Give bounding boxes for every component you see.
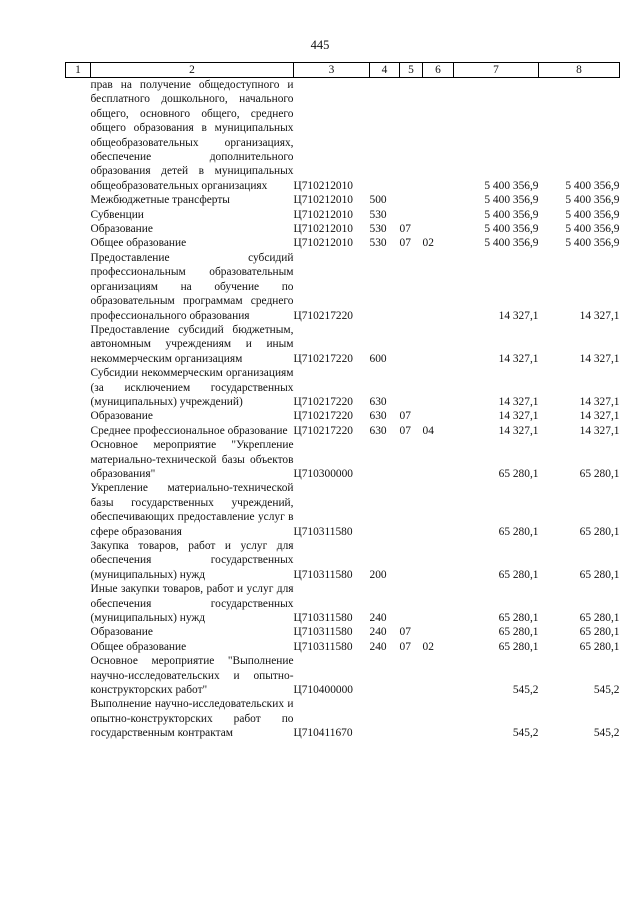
row-name-cell: Укрепление материально-технической базы государственных учреждений, обеспечивающих предоставление услуг в сфере образования <box>90 482 294 538</box>
subsection-cell <box>423 323 454 366</box>
column-header: 1 <box>66 63 91 78</box>
amount-cell-7: 14 327,1 <box>498 410 539 423</box>
row-number-cell <box>66 409 91 423</box>
expense-type-cell: 240 <box>369 612 387 625</box>
row-name-cell: Среднее профессиональное образование <box>90 424 288 437</box>
table-row <box>66 193 620 207</box>
amount-cell-7: 65 280,1 <box>498 467 539 480</box>
table-row <box>66 481 620 539</box>
row-name-cell: Выполнение научно-исследовательских и опытно-конструкторских работ по государственным контрактам <box>90 698 294 740</box>
row-number-cell <box>66 539 91 582</box>
amount-cell-7: 545,2 <box>512 684 539 697</box>
row-name-cell: Субсидии некоммерческим организациям (за исключением государственных (муниципальных) учреждений) <box>90 367 294 408</box>
section-cell: 07 <box>399 640 411 653</box>
target-code-cell: Ц710212010 <box>293 194 353 207</box>
section-cell <box>400 366 423 409</box>
subsection-cell <box>423 481 454 539</box>
row-number-cell <box>66 366 91 409</box>
table-row <box>66 582 620 625</box>
section-cell: 07 <box>399 223 411 236</box>
amount-cell-7: 14 327,1 <box>498 352 539 365</box>
expense-type-cell: 530 <box>369 208 387 221</box>
section-cell <box>400 539 423 582</box>
expense-type-cell <box>370 481 400 539</box>
section-cell <box>400 654 423 697</box>
amount-cell-8: 545,2 <box>593 684 620 697</box>
expense-type-cell: 200 <box>369 568 387 581</box>
expense-type-cell: 530 <box>369 223 387 236</box>
target-code-cell: Ц710411670 <box>293 727 353 740</box>
amount-cell-8: 5 400 356,9 <box>565 179 620 192</box>
table-row <box>66 640 620 654</box>
subsection-cell <box>423 193 454 207</box>
row-number-cell <box>66 625 91 639</box>
table-row <box>66 539 620 582</box>
row-name-cell: Предоставление субсидий профессиональным образовательным организациям на обучение по образовательным программам среднего профессионального образования <box>90 251 294 322</box>
row-number-cell <box>66 323 91 366</box>
subsection-cell: 02 <box>422 237 434 250</box>
target-code-cell: Ц710311580 <box>293 640 353 653</box>
target-code-cell: Ц710217220 <box>293 410 353 423</box>
amount-cell-8: 65 280,1 <box>579 568 620 581</box>
amount-cell-8: 5 400 356,9 <box>565 237 620 250</box>
amount-cell-7: 65 280,1 <box>498 525 539 538</box>
row-name-cell: прав на получение общедоступного и бесплатного дошкольного, начального общего, основного общего, среднего общего образования в муниципальных общеобразовательных организациях, обеспечение дополнительного образования детей в муниципальных общеобразовательных организациях <box>90 79 294 192</box>
amount-cell-8: 65 280,1 <box>579 626 620 639</box>
row-number-cell <box>66 78 91 194</box>
amount-cell-8: 14 327,1 <box>579 352 620 365</box>
amount-cell-8: 14 327,1 <box>579 395 620 408</box>
amount-cell-8: 5 400 356,9 <box>565 194 620 207</box>
column-header: 7 <box>454 63 539 78</box>
section-cell: 07 <box>399 237 411 250</box>
amount-cell-7: 545,2 <box>512 727 539 740</box>
row-name-cell: Иные закупки товаров, работ и услуг для обеспечения государственных (муниципальных) нужд <box>90 583 294 625</box>
row-number-cell <box>66 481 91 539</box>
row-number-cell <box>66 438 91 481</box>
row-name-cell: Основное мероприятие "Укрепление материально-технической базы объектов образования" <box>90 439 294 480</box>
column-header: 3 <box>294 63 370 78</box>
subsection-cell <box>423 697 454 740</box>
expense-type-cell <box>370 697 400 740</box>
target-code-cell: Ц710212010 <box>293 223 353 236</box>
row-number-cell <box>66 582 91 625</box>
section-cell: 07 <box>399 626 411 639</box>
table-row <box>66 366 620 409</box>
amount-cell-7: 5 400 356,9 <box>484 208 539 221</box>
row-name-cell: Межбюджетные трансферты <box>90 194 230 207</box>
expense-type-cell: 630 <box>369 395 387 408</box>
amount-cell-8: 65 280,1 <box>579 525 620 538</box>
amount-cell-7: 65 280,1 <box>498 612 539 625</box>
expense-type-cell: 500 <box>369 194 387 207</box>
section-cell <box>400 251 423 323</box>
table-row <box>66 78 620 194</box>
page-number: 445 <box>310 38 330 52</box>
subsection-cell: 04 <box>422 424 434 437</box>
section-cell <box>400 78 423 194</box>
amount-cell-8: 5 400 356,9 <box>565 223 620 236</box>
target-code-cell: Ц710311580 <box>293 626 353 639</box>
subsection-cell <box>423 539 454 582</box>
row-name-cell: Образование <box>90 626 153 639</box>
section-cell: 07 <box>399 424 411 437</box>
target-code-cell: Ц710212010 <box>293 237 353 250</box>
amount-cell-7: 65 280,1 <box>498 640 539 653</box>
amount-cell-7: 14 327,1 <box>498 395 539 408</box>
amount-cell-8: 65 280,1 <box>579 467 620 480</box>
section-cell <box>400 481 423 539</box>
table-row <box>66 236 620 250</box>
section-cell: 07 <box>399 410 411 423</box>
subsection-cell <box>423 625 454 639</box>
target-code-cell: Ц710212010 <box>293 179 353 192</box>
expense-type-cell <box>370 654 400 697</box>
section-cell <box>400 697 423 740</box>
amount-cell-8: 65 280,1 <box>579 640 620 653</box>
row-number-cell <box>66 251 91 323</box>
section-cell <box>400 582 423 625</box>
subsection-cell <box>423 582 454 625</box>
table-row <box>66 424 620 438</box>
row-number-cell <box>66 424 91 438</box>
subsection-cell <box>423 654 454 697</box>
expense-type-cell <box>370 78 400 194</box>
target-code-cell: Ц710217220 <box>293 395 353 408</box>
row-number-cell <box>66 654 91 697</box>
subsection-cell <box>423 208 454 222</box>
subsection-cell <box>423 438 454 481</box>
table-header-row <box>66 63 620 78</box>
subsection-cell <box>423 409 454 423</box>
row-number-cell <box>66 236 91 250</box>
subsection-cell <box>423 366 454 409</box>
amount-cell-7: 65 280,1 <box>498 626 539 639</box>
table-row <box>66 251 620 323</box>
row-name-cell: Субвенции <box>90 208 144 221</box>
section-cell <box>400 438 423 481</box>
expense-type-cell: 630 <box>369 410 387 423</box>
row-number-cell <box>66 208 91 222</box>
table-row <box>66 625 620 639</box>
target-code-cell: Ц710400000 <box>293 684 353 697</box>
expense-type-cell: 240 <box>369 640 387 653</box>
subsection-cell <box>423 251 454 323</box>
amount-cell-7: 5 400 356,9 <box>484 194 539 207</box>
target-code-cell: Ц710217220 <box>293 352 353 365</box>
target-code-cell: Ц710212010 <box>293 208 353 221</box>
row-name-cell: Закупка товаров, работ и услуг для обеспечения государственных (муниципальных) нужд <box>90 540 294 581</box>
amount-cell-7: 5 400 356,9 <box>484 179 539 192</box>
section-cell <box>400 208 423 222</box>
amount-cell-8: 65 280,1 <box>579 612 620 625</box>
expense-type-cell: 630 <box>369 424 387 437</box>
section-cell <box>400 323 423 366</box>
section-cell <box>400 193 423 207</box>
row-name-cell: Общее образование <box>90 237 187 250</box>
row-number-cell <box>66 697 91 740</box>
row-name-cell: Предоставление субсидий бюджетным, автономным учреждениям и иным некоммерческим организациям <box>90 323 294 365</box>
column-header: 5 <box>400 63 423 78</box>
row-name-cell: Общее образование <box>90 640 187 653</box>
amount-cell-7: 65 280,1 <box>498 568 539 581</box>
amount-cell-7: 5 400 356,9 <box>484 223 539 236</box>
budget-table <box>65 62 620 741</box>
column-header: 2 <box>91 63 294 78</box>
expense-type-cell: 530 <box>369 237 387 250</box>
column-header: 4 <box>370 63 400 78</box>
table-body <box>66 78 620 741</box>
subsection-cell: 02 <box>422 640 434 653</box>
amount-cell-8: 14 327,1 <box>579 424 620 437</box>
target-code-cell: Ц710311580 <box>293 568 353 581</box>
expense-type-cell: 600 <box>369 352 387 365</box>
table-row <box>66 208 620 222</box>
target-code-cell: Ц710300000 <box>293 467 353 480</box>
row-name-cell: Образование <box>90 410 153 423</box>
amount-cell-8: 14 327,1 <box>579 410 620 423</box>
target-code-cell: Ц710311580 <box>293 612 353 625</box>
amount-cell-7: 14 327,1 <box>498 309 539 322</box>
subsection-cell <box>423 222 454 236</box>
target-code-cell: Ц710311580 <box>293 525 353 538</box>
amount-cell-8: 14 327,1 <box>579 309 620 322</box>
row-number-cell <box>66 222 91 236</box>
column-header: 6 <box>423 63 454 78</box>
table-row <box>66 654 620 697</box>
expense-type-cell <box>370 438 400 481</box>
expense-type-cell <box>370 251 400 323</box>
table-row <box>66 438 620 481</box>
target-code-cell: Ц710217220 <box>293 309 353 322</box>
amount-cell-8: 545,2 <box>593 727 620 740</box>
table-row <box>66 323 620 366</box>
amount-cell-8: 5 400 356,9 <box>565 208 620 221</box>
table-row <box>66 222 620 236</box>
amount-cell-7: 14 327,1 <box>498 424 539 437</box>
row-name-cell: Основное мероприятие "Выполнение научно-исследовательских и опытно-конструкторских работ" <box>90 655 294 697</box>
table-row <box>66 409 620 423</box>
column-header: 8 <box>539 63 620 78</box>
subsection-cell <box>423 78 454 194</box>
row-number-cell <box>66 193 91 207</box>
target-code-cell: Ц710217220 <box>293 424 353 437</box>
expense-type-cell: 240 <box>369 626 387 639</box>
row-name-cell: Образование <box>90 223 153 236</box>
table-row <box>66 697 620 740</box>
amount-cell-7: 5 400 356,9 <box>484 237 539 250</box>
row-number-cell <box>66 640 91 654</box>
